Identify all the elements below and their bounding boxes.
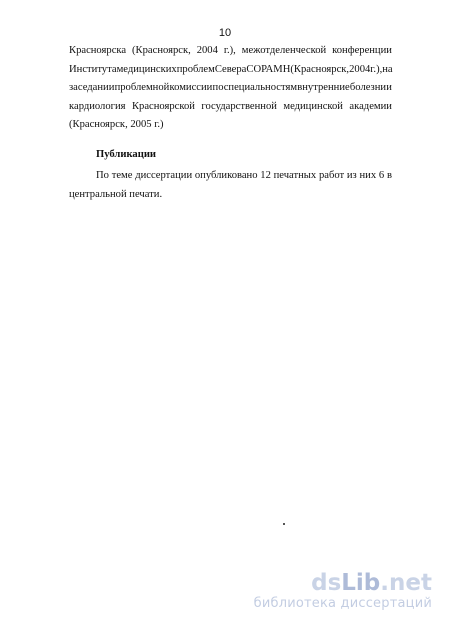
word: работ	[318, 170, 345, 181]
paragraph-line	[69, 167, 392, 186]
paragraph-line	[69, 42, 392, 61]
word: и	[386, 82, 392, 93]
word: 12	[260, 170, 271, 181]
word: Красноярской	[131, 100, 195, 112]
word: медицинской	[283, 100, 343, 112]
word: по	[212, 82, 224, 93]
word: По	[96, 170, 109, 181]
paragraph-publications	[69, 167, 392, 204]
word: теме	[111, 170, 133, 181]
word: конференции	[332, 45, 392, 56]
word: проблемной	[114, 82, 170, 93]
paragraph-line	[69, 61, 392, 80]
word: заседании	[69, 82, 115, 93]
word: (Красноярск,	[290, 63, 350, 75]
word: Красноярска	[69, 45, 127, 56]
paragraph-line	[69, 79, 392, 98]
section-heading-publications: Публикации	[96, 149, 157, 160]
word: РАМН	[261, 63, 291, 75]
word: комиссии	[169, 82, 213, 93]
word: печатных	[273, 170, 317, 181]
dslib-watermark	[254, 570, 432, 611]
paragraph-line	[69, 98, 392, 117]
word: из	[346, 170, 357, 181]
scan-speck	[283, 523, 285, 525]
word: внутренние	[297, 82, 350, 93]
word: 2004	[196, 45, 218, 56]
word: проблем	[176, 63, 215, 75]
word: медицинских	[116, 63, 177, 75]
word: Севера	[214, 63, 247, 75]
word: на	[382, 63, 393, 75]
word: 6	[378, 170, 385, 181]
page-number: 10	[218, 27, 232, 39]
paragraph-line: центральной печати.	[69, 188, 163, 200]
paragraph-conferences	[69, 42, 392, 135]
word: них	[359, 170, 377, 181]
word: Института	[69, 63, 117, 75]
word: г.),	[223, 45, 236, 56]
word: г.),	[370, 63, 383, 75]
word: (Красноярск,	[132, 45, 191, 56]
dslib-subtitle: библиотека диссертаций	[253, 596, 432, 611]
paragraph-line: (Красноярск, 2005 г.)	[69, 119, 164, 130]
word: в	[386, 170, 392, 181]
word: диссертации	[135, 170, 193, 181]
word: кардиология	[69, 100, 126, 112]
word: болезни	[349, 82, 387, 93]
word: межотделенческой	[241, 45, 327, 56]
word: 2004	[349, 63, 371, 75]
word: опубликовано	[194, 170, 258, 181]
word: государственной	[201, 100, 277, 112]
dslib-logo: dsLib.net	[311, 570, 432, 596]
word: специальностям	[223, 82, 298, 93]
word: СО	[246, 63, 262, 75]
word: академии	[349, 100, 392, 112]
